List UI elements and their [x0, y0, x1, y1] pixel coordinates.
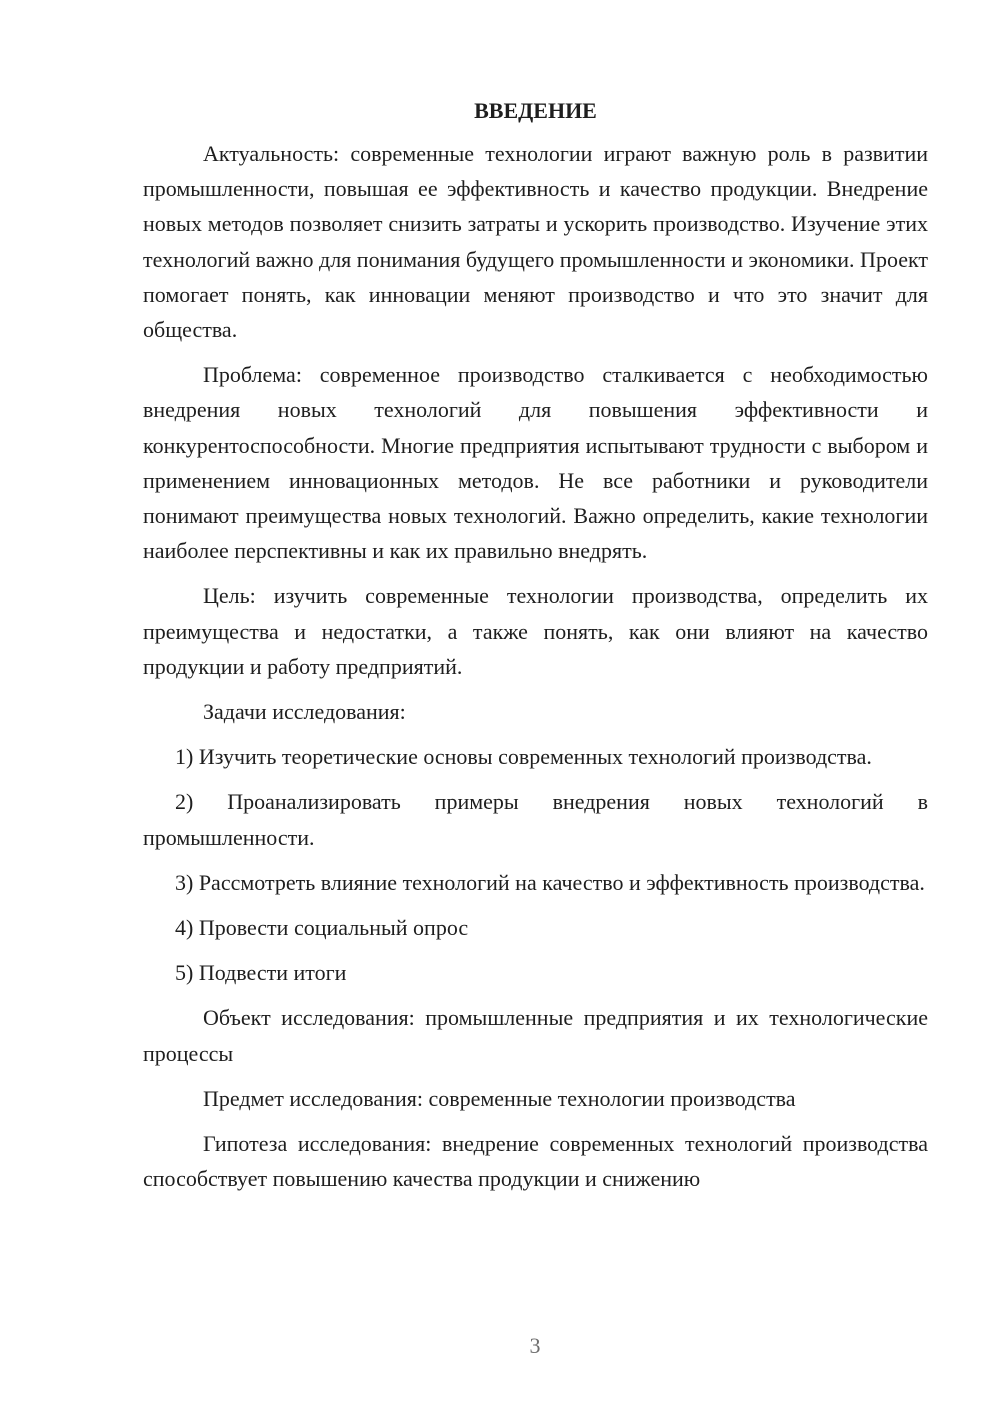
task-item-3: 3) Рассмотреть влияние технологий на качество и эффективность производства. [175, 869, 925, 895]
tasks-heading: Задачи исследования: [203, 699, 406, 725]
paragraph-object: Объект исследования: промышленные предприятия и их технологические процессы [143, 1005, 928, 1066]
task-item-1: 1) Изучить теоретические основы современных технологий производства. [175, 744, 872, 770]
page-number: 3 [529, 1333, 541, 1358]
task-item-2: 2) Проанализировать примеры внедрения новых технологий в промышленности. [143, 789, 928, 850]
page-content [143, 96, 928, 1206]
section-title: ВВЕДЕНИЕ [474, 98, 597, 123]
paragraph-problem: Проблема: современное производство сталкивается с необходимостью внедрения новых технологий для повышения эффективности и конкурентоспособности. Многие предприятия испытывают трудности с выбором и применением инновационных методов. Не все работники и руководители понимают преимущества новых технологий. Важно определить, какие технологии наиболее перспективны и как их правильно внедрять. [143, 362, 928, 564]
task-item-4: 4) Провести социальный опрос [175, 915, 469, 941]
task-item-5: 5) Подвести итоги [175, 960, 347, 986]
paragraph-subject: Предмет исследования: современные технологии производства [203, 1085, 796, 1111]
paragraph-goal: Цель: изучить современные технологии производства, определить их преимущества и недостатки, а также понять, как они влияют на качество продукции и работу предприятий. [143, 583, 928, 679]
paragraph-relevance: Актуальность: современные технологии играют важную роль в развитии промышленности, повышая ее эффективность и качество продукции. Внедрение новых методов позволяет снизить затраты и ускорить производство. Изучение этих технологий важно для понимания будущего промышленности и экономики. Проект помогает понять, как инновации меняют производство и что это значит для общества. [143, 141, 928, 343]
paragraph-hypothesis: Гипотеза исследования: внедрение современных технологий производства способствует повышению качества продукции и снижению [143, 1131, 928, 1192]
